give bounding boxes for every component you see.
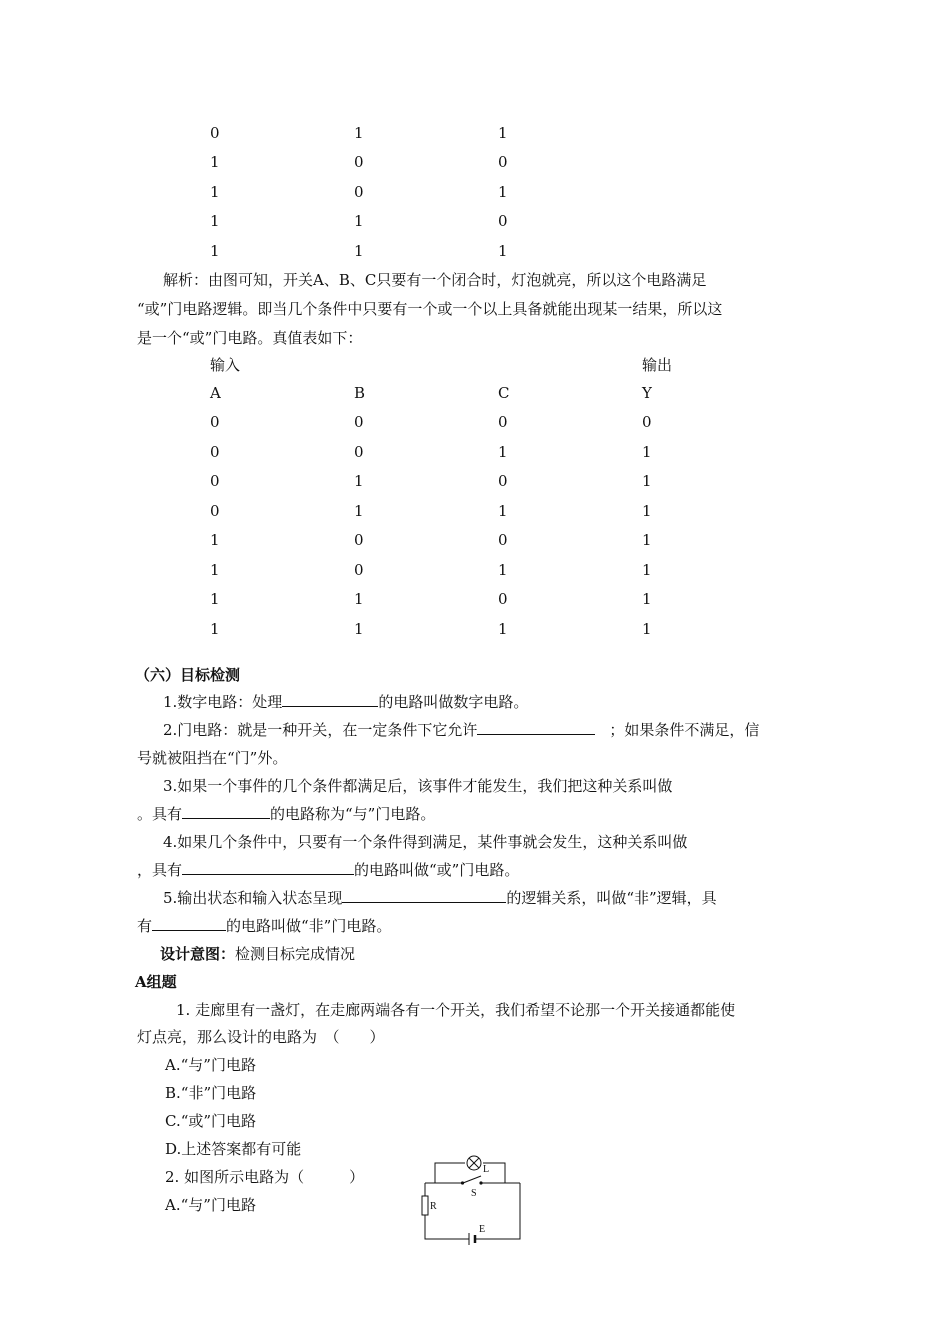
circuit-wire (435, 1163, 465, 1183)
question-5 (163, 886, 717, 910)
table-cell: 1 (642, 443, 652, 461)
question-4-cont (137, 858, 519, 882)
table-cell: 0 (210, 443, 220, 461)
table-cell: 0 (210, 413, 220, 431)
design-text: 检测目标完成情况 (235, 945, 356, 963)
column-header: A (210, 384, 221, 402)
question-text: ，具有 (137, 861, 183, 879)
answer-blank[interactable] (152, 914, 226, 931)
table-cell: 1 (498, 561, 508, 579)
table-cell: 1 (210, 242, 220, 260)
output-label: 输出 (642, 356, 673, 374)
table-cell: 1 (210, 590, 220, 608)
mc2-option-a[interactable]: A.“与”门电路 (165, 1196, 256, 1214)
table-cell: 0 (354, 443, 364, 461)
table-cell: 0 (210, 502, 220, 520)
battery-label: E (479, 1224, 486, 1235)
table-cell: 1 (210, 561, 220, 579)
table-cell: 1 (354, 590, 364, 608)
question-5-cont (137, 914, 391, 938)
table-cell: 0 (210, 124, 220, 142)
table-cell: 1 (354, 242, 364, 260)
column-header: Y (642, 384, 652, 402)
circuit-diagram (415, 1155, 525, 1249)
table-cell: 1 (354, 212, 364, 230)
table-cell: 1 (354, 124, 364, 142)
question-text: 的电路叫做数字电路。 (378, 693, 529, 711)
answer-blank[interactable] (282, 690, 378, 707)
question-text: 。具有 (137, 805, 183, 823)
mc1-option-a[interactable]: A.“与”门电路 (165, 1056, 256, 1074)
table-cell: 1 (354, 502, 364, 520)
answer-blank[interactable] (182, 858, 354, 875)
question-3-cont (137, 802, 435, 826)
table-cell: 0 (498, 413, 508, 431)
switch-icon (463, 1176, 481, 1183)
table-cell: 0 (498, 590, 508, 608)
table-cell: 0 (210, 472, 220, 490)
question-2-cont: 号就被阻挡在“门”外。 (137, 749, 288, 767)
table-cell: 0 (498, 153, 508, 171)
question-text: 2.门电路：就是一种开关，在一定条件下它允许 (163, 721, 478, 739)
question-text: 5.输出状态和输入状态呈现 (163, 889, 343, 907)
table-cell: 1 (354, 620, 364, 638)
design-label: 设计意图： (160, 945, 236, 963)
table-cell: 1 (354, 472, 364, 490)
table-cell: 0 (642, 413, 652, 431)
table-cell: 1 (210, 212, 220, 230)
table-cell: 1 (210, 531, 220, 549)
table-cell: 1 (642, 561, 652, 579)
mc1-stem-cont: 灯点亮，那么设计的电路为 （ ） (137, 1028, 385, 1046)
lamp-label: L (483, 1164, 490, 1175)
mc1-option-d[interactable]: D.上述答案都有可能 (165, 1140, 302, 1158)
question-4: 4.如果几个条件中，只要有一个条件得到满足，某件事就会发生，这种关系叫做 (163, 833, 688, 851)
analysis-line: “或”门电路逻辑。即当几个条件中只要有一个或一个以上具备就能出现某一结果，所以这 (137, 300, 723, 318)
table-cell: 0 (354, 531, 364, 549)
table-cell: 1 (498, 124, 508, 142)
question-text: 1.数字电路：处理 (163, 693, 283, 711)
answer-blank[interactable] (477, 718, 595, 735)
table-cell: 1 (642, 531, 652, 549)
table-cell: 0 (354, 183, 364, 201)
table-cell: 1 (498, 183, 508, 201)
table-cell: 1 (642, 620, 652, 638)
question-text: ；如果条件不满足，信 (609, 721, 760, 739)
group-a-title: A组题 (135, 973, 177, 991)
question-2 (163, 718, 759, 742)
table-cell: 1 (498, 620, 508, 638)
table-cell: 1 (498, 502, 508, 520)
table-cell: 0 (354, 153, 364, 171)
question-3: 3.如果一个事件的几个条件都满足后，该事件才能发生，我们把这种关系叫做 (163, 777, 673, 795)
section-title: （六）目标检测 (135, 666, 241, 684)
table-cell: 0 (498, 472, 508, 490)
input-label: 输入 (210, 356, 241, 374)
switch-contact (479, 1181, 482, 1184)
mc1-option-c[interactable]: C.“或”门电路 (165, 1112, 257, 1130)
resistor-label: R (430, 1201, 437, 1212)
table-cell: 1 (210, 153, 220, 171)
switch-contact (461, 1181, 464, 1184)
table-cell: 0 (354, 561, 364, 579)
table-cell: 0 (354, 413, 364, 431)
table-cell: 1 (498, 242, 508, 260)
resistor-icon (422, 1196, 428, 1215)
circuit-wire (425, 1215, 469, 1239)
question-text: 的电路叫做“或”门电路。 (354, 861, 520, 879)
analysis-line: 解析：由图可知，开关A、B、C只要有一个闭合时，灯泡就亮，所以这个电路满足 (163, 271, 707, 289)
question-text: 的电路叫做“非”门电路。 (226, 917, 392, 935)
table-cell: 1 (210, 620, 220, 638)
table-cell: 1 (210, 183, 220, 201)
question-text: 有 (137, 917, 153, 935)
mc1-stem: 1. 走廊里有一盏灯，在走廊两端各有一个开关，我们希望不论那一个开关接通都能使 (176, 1001, 736, 1019)
question-text: 的电路称为“与”门电路。 (270, 805, 436, 823)
table-cell: 0 (498, 212, 508, 230)
table-cell: 1 (498, 443, 508, 461)
table-cell: 1 (642, 502, 652, 520)
question-1 (163, 690, 528, 714)
column-header: C (498, 384, 510, 402)
design-intent (160, 942, 355, 966)
answer-blank[interactable] (342, 886, 506, 903)
table-cell: 1 (642, 590, 652, 608)
column-header: B (354, 384, 366, 402)
mc2-stem: 2. 如图所示电路为（ ） (165, 1168, 365, 1186)
table-cell: 0 (498, 531, 508, 549)
mc1-option-b[interactable]: B.“非”门电路 (165, 1084, 257, 1102)
table-cell: 1 (642, 472, 652, 490)
analysis-line: 是一个“或”门电路。真值表如下： (137, 329, 363, 347)
question-text: 的逻辑关系，叫做“非”逻辑，具 (506, 889, 717, 907)
switch-label: S (471, 1188, 477, 1199)
answer-blank[interactable] (182, 802, 270, 819)
